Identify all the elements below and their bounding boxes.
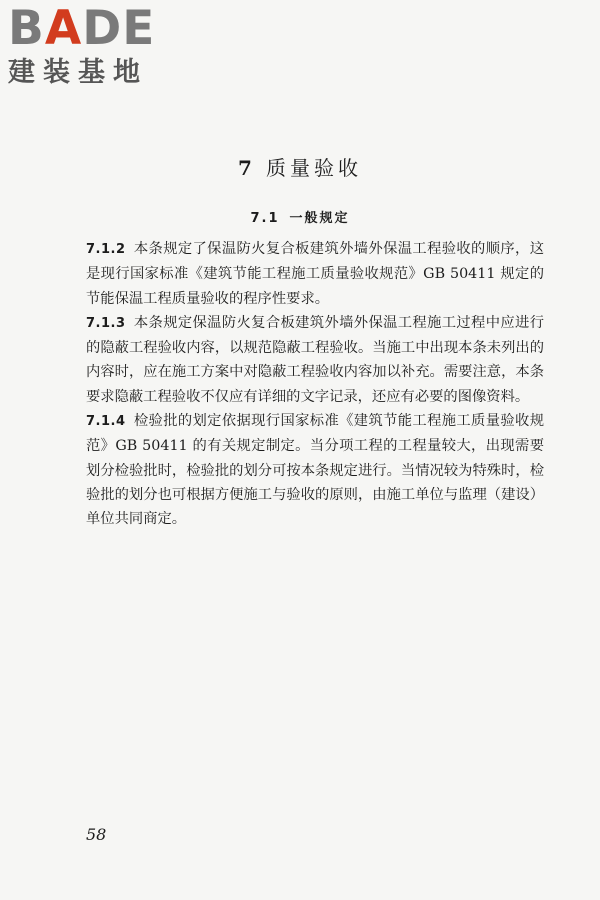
clause-number: 7.1.2 <box>86 242 126 257</box>
clause-text: 本条规定了保温防火复合板建筑外墙外保温工程验收的顺序，这是现行国家标准《建筑节能工程施工质量验收规范》GB 50411 规定的节能保温工程质量验收的程序性要求。 <box>86 241 544 307</box>
chapter-heading <box>0 152 600 181</box>
clause-number: 7.1.3 <box>86 315 126 331</box>
brand-logo <box>8 1 178 90</box>
clause-text: 本条规定保温防火复合板建筑外墙外保温工程施工过程中应进行的隐蔽工程验收内容，以规范隐蔽工程验收。当施工中出现本条未列出的内容时，应在施工方案中对隐蔽工程验收内容加以补充。需要注意，本条要求隐蔽工程验收不仅应有详细的文字记录，还应有必要的图像资料。 <box>86 314 544 405</box>
body-text <box>86 237 544 532</box>
page-number: 58 <box>86 825 107 844</box>
clause-number: 7.1.4 <box>86 414 126 430</box>
logo-wordmark: BADE <box>8 1 156 56</box>
section-number: 7.1 <box>250 211 280 226</box>
clause-7-1-4 <box>86 409 544 531</box>
section-heading <box>0 207 600 226</box>
section-title: 一般规定 <box>289 211 350 226</box>
chapter-title: 质量验收 <box>265 156 362 180</box>
clause-7-1-3 <box>86 311 544 409</box>
logo-subtitle: 建装基地 <box>8 57 148 88</box>
clause-7-1-2 <box>86 237 544 311</box>
logo-accent-letter: A <box>44 1 83 56</box>
clause-text: 检验批的划定依据现行国家标准《建筑节能工程施工质量验收规范》GB 50411 的有关规定制定。当分项工程的工程量较大，出现需要划分检验批时，检验批的划分可按本条规定进行。当情况较为特殊时，检验批的划分也可根据方便施工与验收的原则，由施工单位与监理（建设）单位共同商定。 <box>86 413 544 528</box>
chapter-number: 7 <box>238 156 256 180</box>
